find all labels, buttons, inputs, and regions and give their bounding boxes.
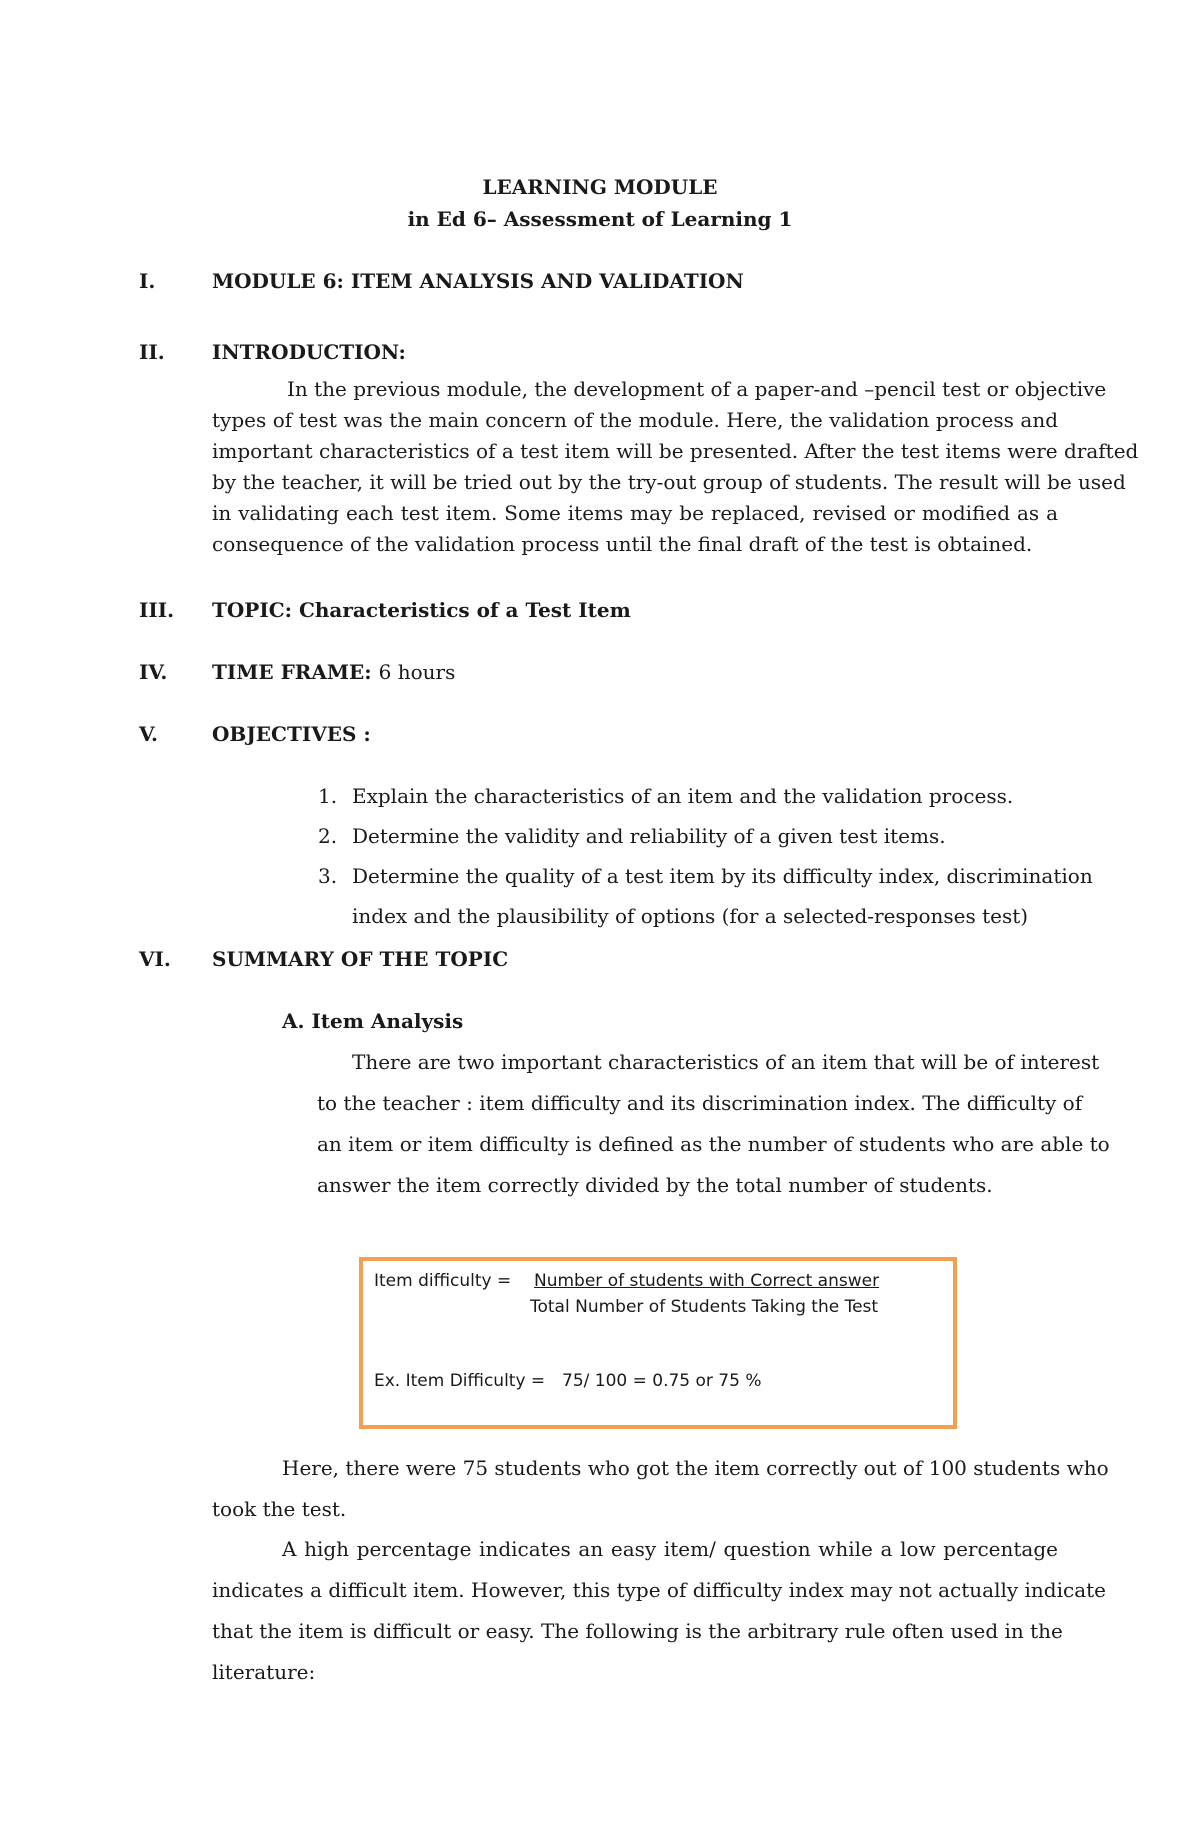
example-label: Ex. Item Difficulty = bbox=[374, 1371, 546, 1391]
intro-line: important characteristics of a test item will be presented. After the test items were drafted bbox=[212, 439, 1139, 463]
introduction-paragraph bbox=[212, 374, 1139, 560]
section-1-title: MODULE 6: ITEM ANALYSIS AND VALIDATION bbox=[212, 269, 744, 293]
section-5-number: V. bbox=[139, 722, 158, 746]
time-frame-label: TIME FRAME: bbox=[212, 660, 372, 684]
explanation-line: Here, there were 75 students who got the item correctly out of 100 students who bbox=[282, 1456, 1109, 1480]
section-5-title: OBJECTIVES : bbox=[212, 722, 371, 746]
module-title: LEARNING MODULE bbox=[482, 175, 718, 199]
section-1-number: I. bbox=[139, 269, 156, 293]
example-value: 75/ 100 = 0.75 or 75 % bbox=[562, 1371, 762, 1391]
section-6-title: SUMMARY OF THE TOPIC bbox=[212, 947, 509, 971]
section-2-title: INTRODUCTION: bbox=[212, 340, 406, 364]
objective-3-text: Determine the quality of a test item by its difficulty index, discrimination bbox=[352, 864, 1093, 888]
difficulty-index-paragraph bbox=[212, 1529, 1107, 1693]
objective-3-text-continued: index and the plausibility of options (for a selected-responses test) bbox=[352, 904, 1029, 928]
intro-line: consequence of the validation process until the final draft of the test is obtained. bbox=[212, 532, 1033, 556]
time-frame-value: 6 hours bbox=[378, 660, 456, 684]
section-6-number: VI. bbox=[139, 947, 171, 971]
objective-1-number: 1. bbox=[318, 784, 338, 808]
formula-denominator: Total Number of Students Taking the Test bbox=[530, 1297, 879, 1317]
objective-3-number: 3. bbox=[318, 864, 338, 888]
intro-line: in validating each test item. Some items may be replaced, revised or modified as a bbox=[212, 501, 1058, 525]
difficulty-line: that the item is difficult or easy. The following is the arbitrary rule often used in the bbox=[212, 1619, 1063, 1643]
objective-2-number: 2. bbox=[318, 824, 338, 848]
section-4-number: IV. bbox=[139, 660, 168, 684]
difficulty-line: literature: bbox=[212, 1660, 316, 1684]
intro-line: In the previous module, the development of a paper-and –pencil test or objective bbox=[287, 377, 1107, 401]
intro-line: by the teacher, it will be tried out by the try-out group of students. The result will be used bbox=[212, 470, 1126, 494]
difficulty-line: indicates a difficult item. However, this type of difficulty index may not actually indicate bbox=[212, 1578, 1107, 1602]
section-3-title: TOPIC: Characteristics of a Test Item bbox=[212, 598, 631, 622]
module-subtitle: in Ed 6– Assessment of Learning 1 bbox=[407, 207, 793, 231]
item-difficulty-formula-box bbox=[359, 1257, 957, 1429]
intro-line: types of test was the main concern of the module. Here, the validation process and bbox=[212, 408, 1058, 432]
formula-numerator: Number of students with Correct answer bbox=[534, 1271, 880, 1291]
item-analysis-line: answer the item correctly divided by the total number of students. bbox=[317, 1173, 993, 1197]
item-analysis-line: There are two important characteristics of an item that will be of interest bbox=[352, 1050, 1100, 1074]
example-explanation-paragraph bbox=[212, 1448, 1109, 1530]
item-analysis-line: an item or item difficulty is defined as the number of students who are able to bbox=[317, 1132, 1110, 1156]
formula-label: Item difficulty = bbox=[374, 1271, 512, 1291]
objective-1-text: Explain the characteristics of an item and the validation process. bbox=[352, 784, 1014, 808]
difficulty-line: A high percentage indicates an easy item/ question while a low percentage bbox=[282, 1537, 1058, 1561]
objective-2-text: Determine the validity and reliability of a given test items. bbox=[352, 824, 946, 848]
item-analysis-line: to the teacher : item difficulty and its discrimination index. The difficulty of bbox=[317, 1091, 1083, 1115]
item-analysis-paragraph bbox=[317, 1042, 1110, 1206]
section-4-title bbox=[212, 660, 455, 684]
section-2-number: II. bbox=[139, 340, 165, 364]
section-3-number: III. bbox=[139, 598, 175, 622]
item-analysis-heading: A. Item Analysis bbox=[282, 1009, 464, 1033]
explanation-line: took the test. bbox=[212, 1497, 347, 1521]
